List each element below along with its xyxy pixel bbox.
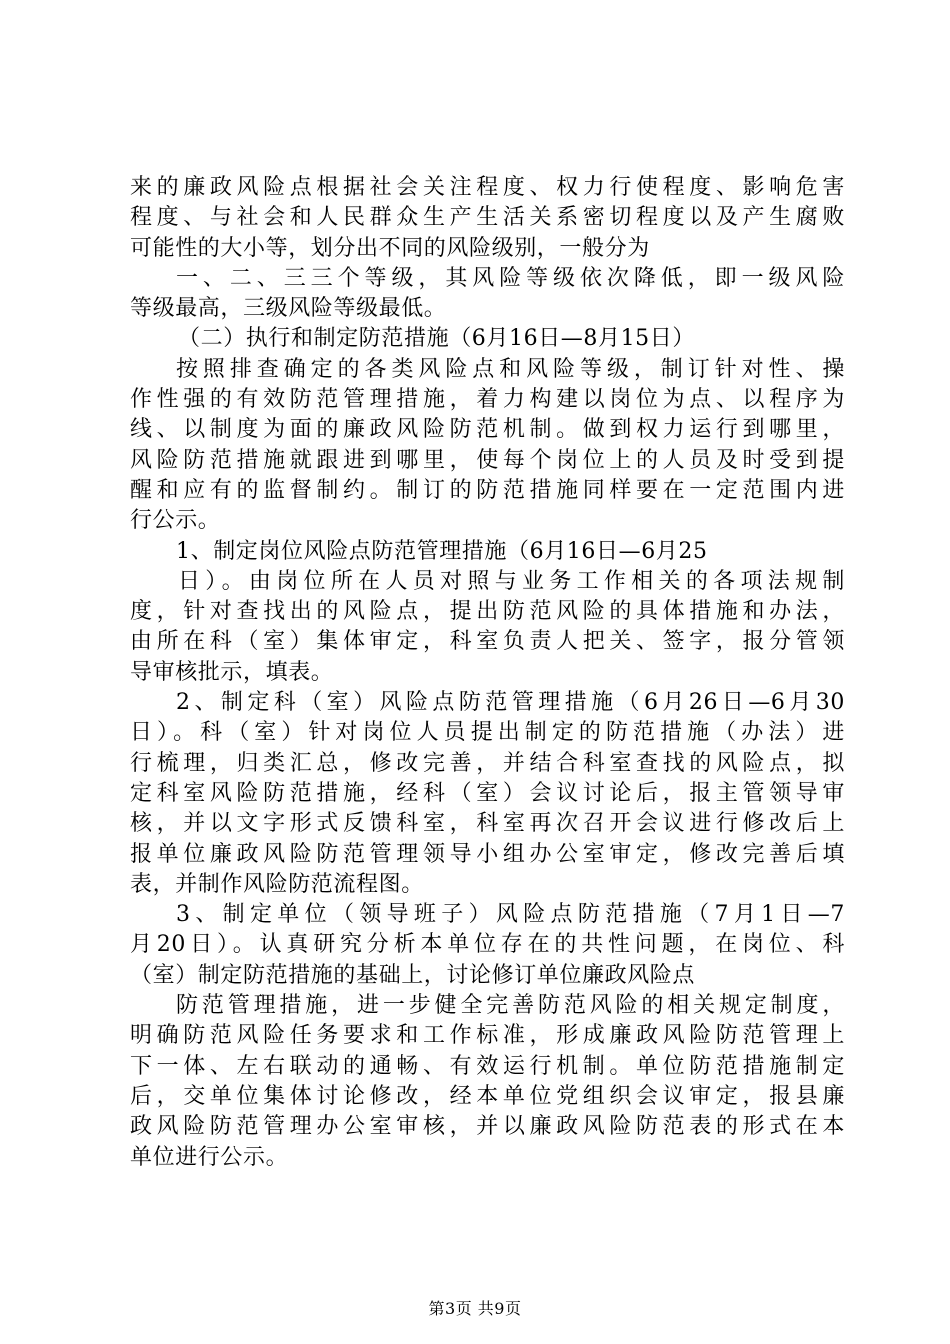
- paragraph-line: 按照排查确定的各类风险点和风险等级，制订针对性、操: [176, 356, 845, 382]
- paragraph-line: 导审核批示，填表。: [130, 659, 334, 685]
- paragraph-line: 作性强的有效防范管理措施，着力构建以岗位为点、以程序为: [130, 387, 845, 413]
- paragraph-line: 行公示。: [130, 508, 221, 534]
- paragraph-line: 度，针对查找出的风险点，提出防范风险的具体措施和办法，: [130, 599, 845, 625]
- paragraph-line: 等级最高，三级风险等级最低。: [130, 296, 447, 322]
- paragraph-line: 日）。科（室）针对岗位人员提出制定的防范措施（办法）进: [130, 720, 845, 746]
- paragraph-line: 程度、与社会和人民群众生产生活关系密切程度以及产生腐败: [130, 205, 845, 231]
- page-number: 第3页 共9页: [428, 1299, 522, 1318]
- paragraph-line: 来的廉政风险点根据社会关注程度、权力行使程度、影响危害: [130, 175, 845, 200]
- document-body: [130, 173, 845, 1173]
- paragraph-line: 报单位廉政风险防范管理领导小组办公室审定，修改完善后填: [130, 841, 845, 867]
- paragraph-line: 日）。由岗位所在人员对照与业务工作相关的各项法规制: [178, 568, 845, 594]
- paragraph-line: 表，并制作风险防范流程图。: [130, 871, 424, 897]
- paragraph-line: 风险防范措施就跟进到哪里，使每个岗位上的人员及时受到提: [130, 447, 845, 473]
- paragraph-line: 定科室风险防范措施，经科（室）会议讨论后，报主管领导审: [130, 780, 845, 806]
- paragraph-line: 线、以制度为面的廉政风险防范机制。做到权力运行到哪里，: [130, 417, 845, 443]
- paragraph-line: 政风险防范管理办公室审核，并以廉政风险防范表的形式在本: [130, 1114, 845, 1140]
- paragraph-line: 防范管理措施，进一步健全完善防范风险的相关规定制度，: [176, 993, 845, 1019]
- paragraph-line: （室）制定防范措施的基础上，讨论修订单位廉政风险点: [130, 962, 696, 988]
- paragraph-line: 后，交单位集体讨论修改，经本单位党组织会议审定，报县廉: [130, 1083, 845, 1109]
- paragraph-line: 核，并以文字形式反馈科室，科室再次召开会议进行修改后上: [130, 811, 845, 837]
- section-heading: （二）执行和制定防范措施（6月16日—8月15日）: [178, 326, 695, 352]
- paragraph-line: 由所在科（室）集体审定，科室负责人把关、签字，报分管领: [130, 629, 845, 655]
- paragraph-line: 明确防范风险任务要求和工作标准，形成廉政风险防范管理上: [130, 1023, 845, 1049]
- paragraph-line: 3、制定单位（领导班子）风险点防范措施（7月1日—7: [176, 902, 845, 928]
- paragraph-line: 行梳理，归类汇总，修改完善，并结合科室查找的风险点，拟: [130, 750, 845, 776]
- paragraph-line: 醒和应有的监督制约。制订的防范措施同样要在一定范围内进: [130, 477, 845, 503]
- paragraph-line: 一、二、三三个等级，其风险等级依次降低，即一级风险: [176, 265, 845, 291]
- paragraph-line: 可能性的大小等，划分出不同的风险级别，一般分为: [130, 235, 650, 261]
- paragraph-line: 2、制定科（室）风险点防范管理措施（6月26日—6月30: [176, 690, 845, 716]
- paragraph-line: 月20日）。认真研究分析本单位存在的共性问题，在岗位、科: [130, 932, 845, 958]
- paragraph-line: 单位进行公示。: [130, 1144, 289, 1170]
- paragraph-line: 下一体、左右联动的通畅、有效运行机制。单位防范措施制定: [130, 1053, 845, 1079]
- paragraph-line: 1、制定岗位风险点防范管理措施（6月16日—6月25: [176, 538, 708, 564]
